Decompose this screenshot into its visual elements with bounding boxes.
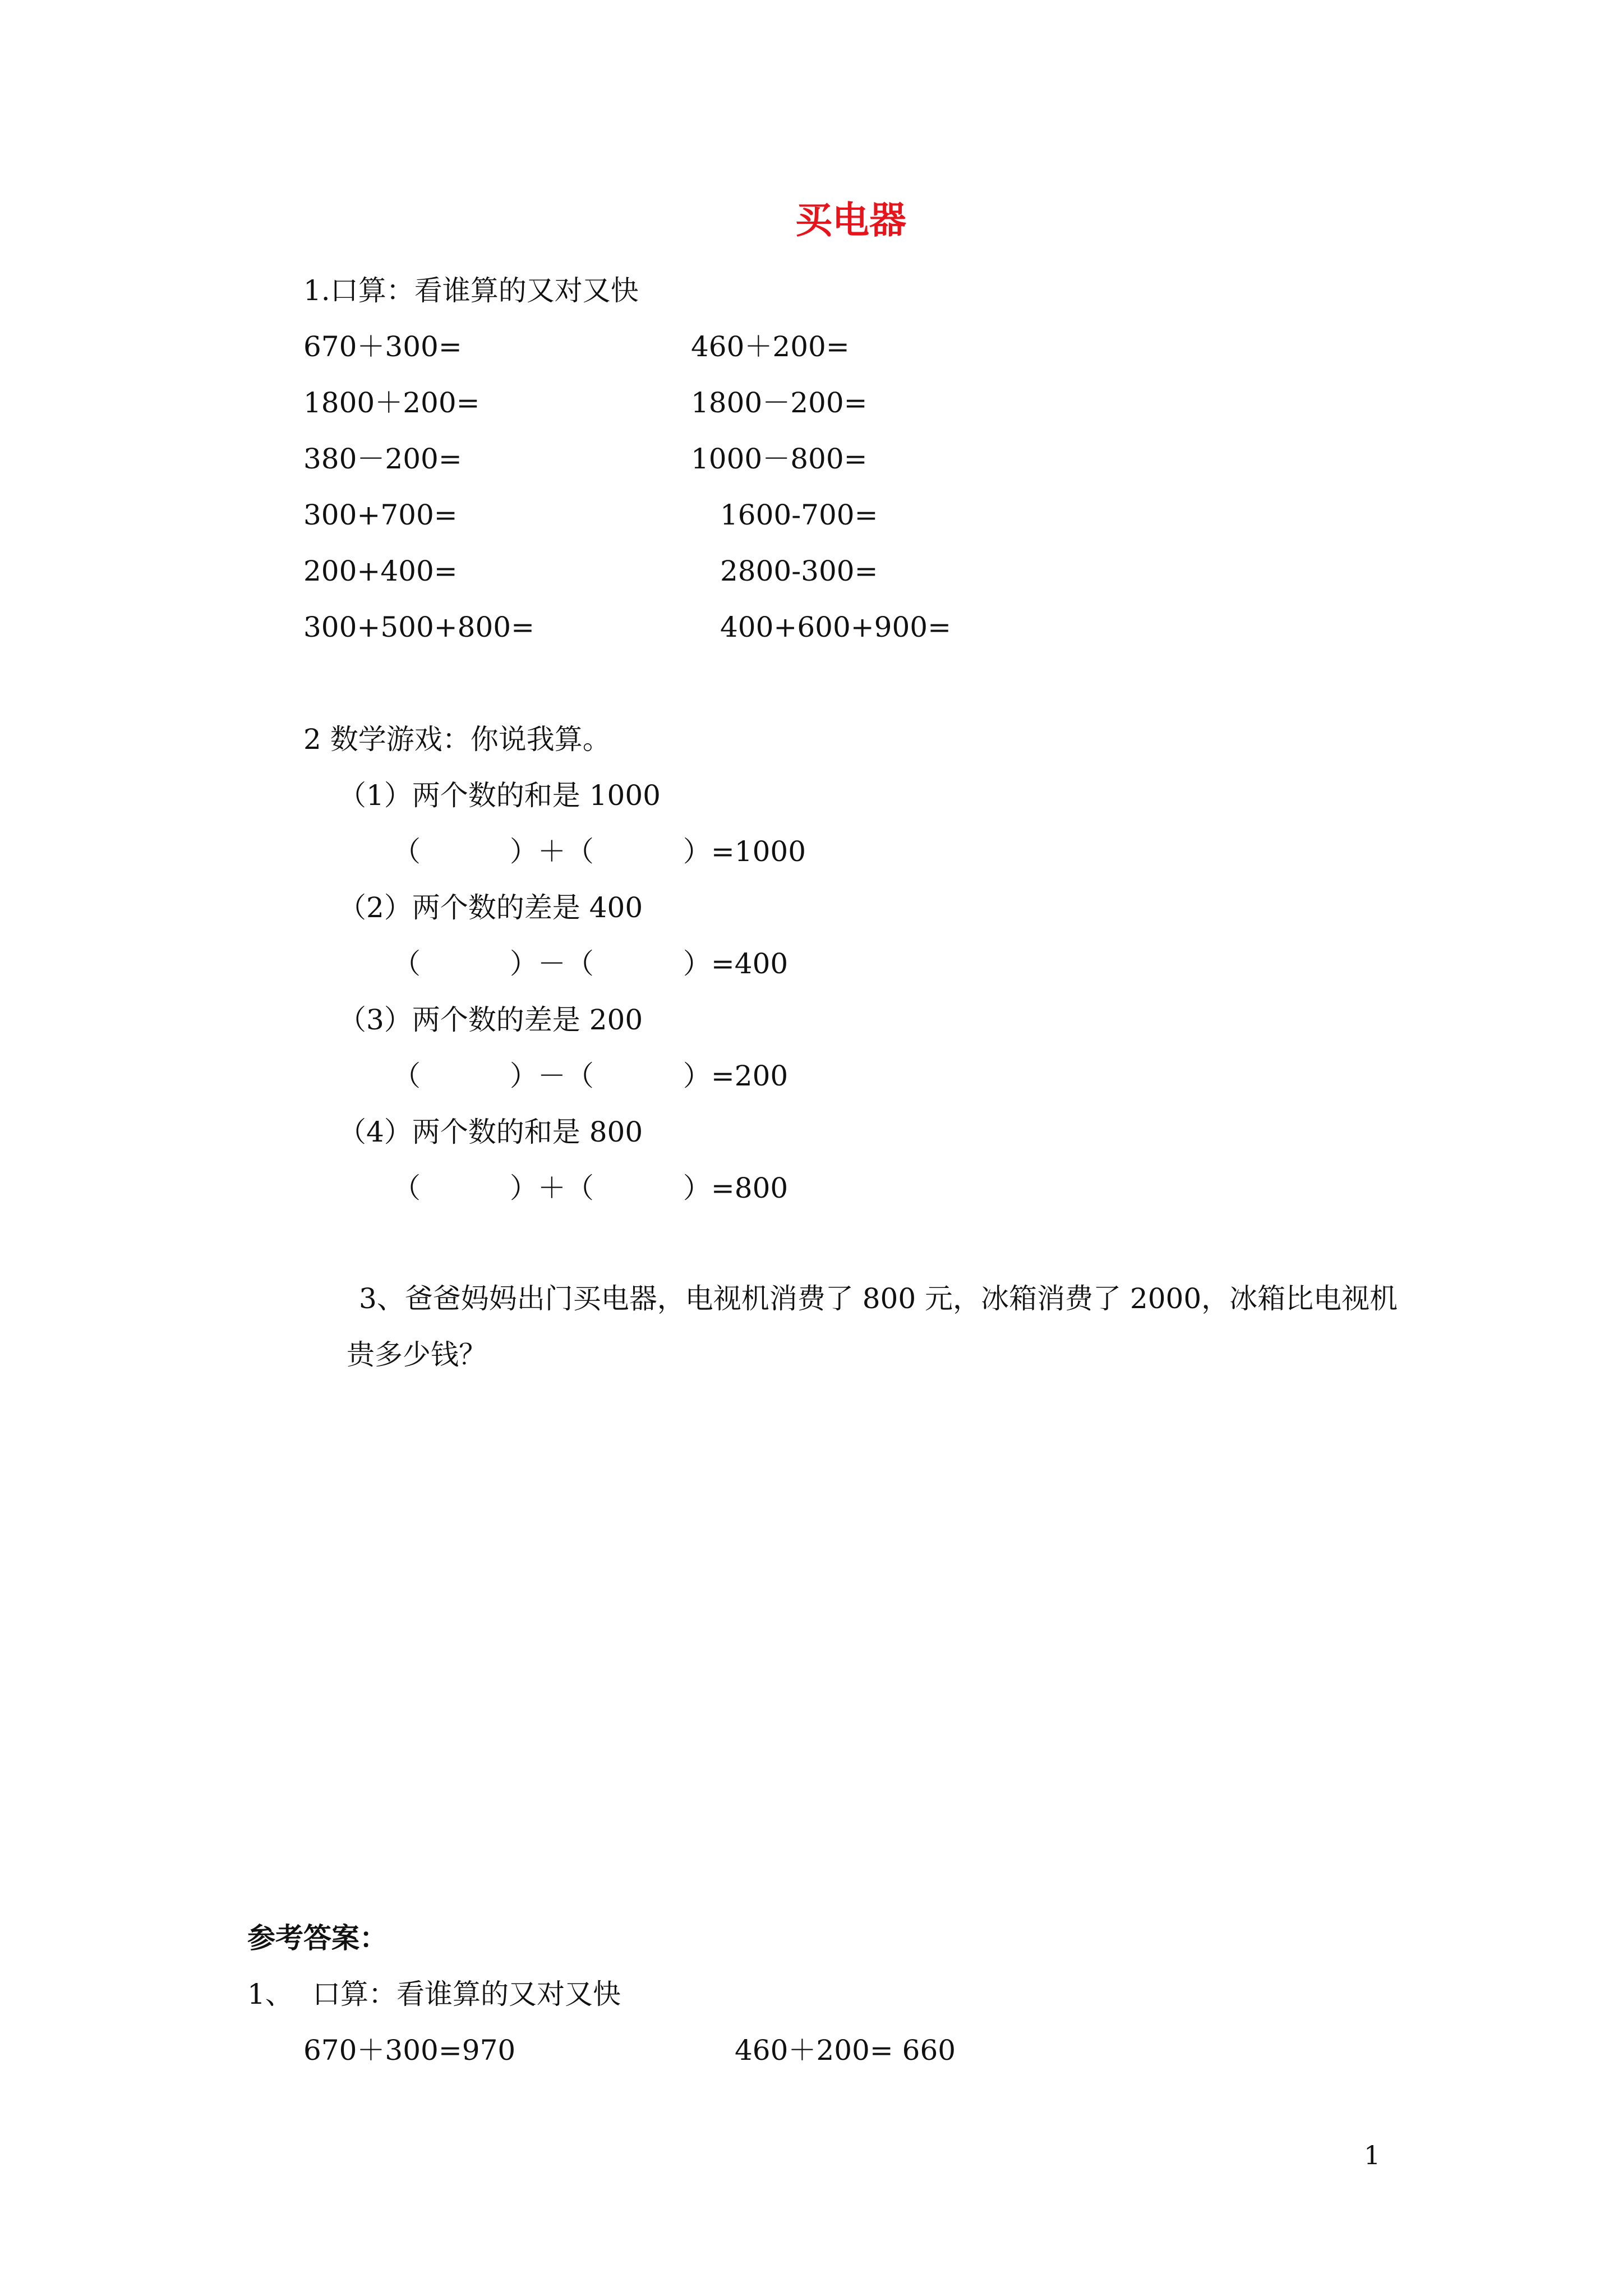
q1-row-1-right: 460＋200= <box>691 330 850 363</box>
q1-heading: 1.口算：看谁算的又对又快 <box>303 274 639 307</box>
q1-row-6-left: 300+500+800= <box>303 611 534 643</box>
q1-row-3-right: 1000－800= <box>691 443 868 475</box>
q1-row-4-right: 1600-700= <box>720 499 878 531</box>
q2-item-3-blank: （ ）－（ ）=200 <box>393 1060 789 1092</box>
q1-row-2-left: 1800＋200= <box>303 386 480 419</box>
q1-row-4-left: 300+700= <box>303 499 458 531</box>
answers-heading: 参考答案： <box>247 1921 388 1954</box>
q2-item-4-blank: （ ）＋（ ）=800 <box>393 1172 789 1204</box>
q2-heading: 2 数学游戏：你说我算。 <box>303 723 611 756</box>
answers-row-right: 460＋200= 660 <box>735 2034 956 2067</box>
q3-line-2: 贵多少钱？ <box>347 1338 487 1371</box>
q1-row-5-left: 200+400= <box>303 555 458 587</box>
q2-item-1-prompt: （1）两个数的和是 1000 <box>338 779 661 812</box>
q1-row-2-right: 1800－200= <box>691 386 868 419</box>
q3-line-1: 3、爸爸妈妈出门买电器，电视机消费了 800 元，冰箱消费了 2000，冰箱比电视机 <box>359 1282 1398 1315</box>
q1-row-6-right: 400+600+900= <box>720 611 951 643</box>
q2-item-4-prompt: （4）两个数的和是 800 <box>338 1116 643 1148</box>
q1-row-1-left: 670＋300= <box>303 330 462 363</box>
answers-row-left: 670＋300=970 <box>303 2034 516 2067</box>
q2-item-2-blank: （ ）－（ ）=400 <box>393 947 789 980</box>
page-number: 1 <box>1364 2140 1381 2170</box>
answers-item-1-text: 口算：看谁算的又对又快 <box>312 1978 621 2010</box>
q2-item-3-prompt: （3）两个数的差是 200 <box>338 1004 643 1036</box>
answers-item-1-number: 1、 <box>247 1978 293 2010</box>
q1-row-5-right: 2800-300= <box>720 555 878 587</box>
page-title: 买电器 <box>795 198 906 242</box>
q2-item-1-blank: （ ）＋（ ）=1000 <box>393 835 806 868</box>
q1-row-3-left: 380－200= <box>303 443 462 475</box>
q2-item-2-prompt: （2）两个数的差是 400 <box>338 891 643 924</box>
